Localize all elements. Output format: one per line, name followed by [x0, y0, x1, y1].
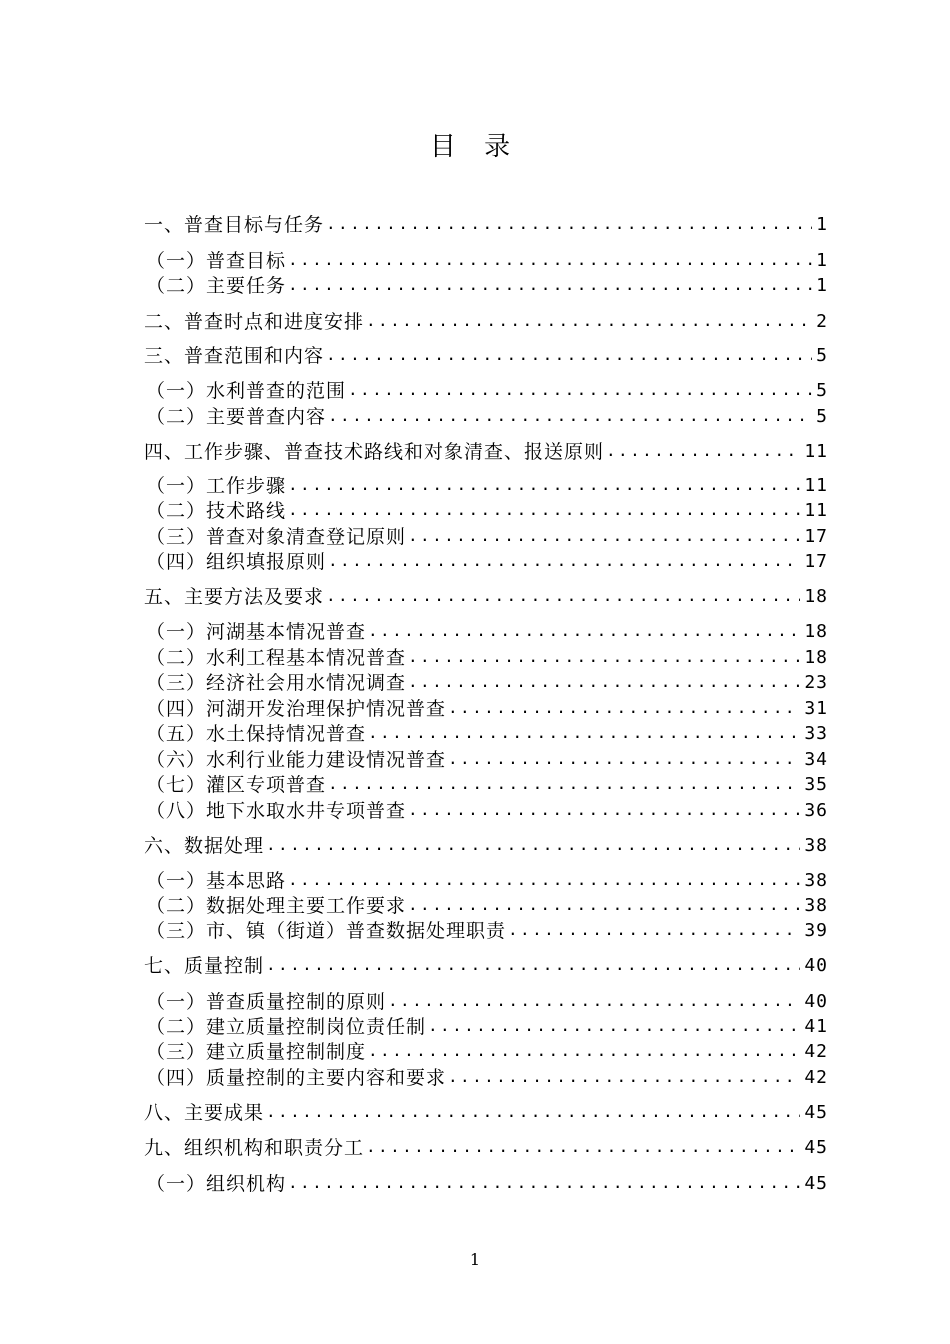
toc-entry-label: （一）普查目标 [146, 250, 287, 272]
toc-entry[interactable] [144, 212, 828, 238]
dot-leader [388, 989, 800, 1015]
dot-leader [266, 1100, 800, 1126]
dot-leader [368, 721, 800, 747]
toc-entry-page: 11 [804, 441, 828, 462]
toc-entry-label: （三）普查对象清查登记原则 [146, 526, 407, 548]
toc-entry-page: 18 [804, 647, 828, 668]
dot-leader [368, 1039, 800, 1065]
toc-entry-label: （七）灌区专项普查 [146, 774, 327, 796]
toc-entry[interactable] [144, 833, 828, 859]
toc-entry-label: （二）技术路线 [146, 500, 287, 522]
toc-entry[interactable] [146, 378, 828, 404]
toc-entry-page: 42 [804, 1067, 828, 1088]
toc-entry-label: （二）水利工程基本情况普查 [146, 647, 407, 669]
toc-entry[interactable] [146, 893, 828, 919]
toc-entry-label: （一）工作步骤 [146, 475, 287, 497]
dot-leader [266, 833, 800, 859]
toc-entry[interactable] [146, 1014, 828, 1040]
dot-leader [288, 1171, 800, 1197]
dot-leader [326, 212, 812, 238]
toc-entry-page: 36 [804, 800, 828, 821]
toc-entry-page: 38 [804, 835, 828, 856]
toc-entry[interactable] [144, 1135, 828, 1161]
toc-entry-label: （三）建立质量控制制度 [146, 1041, 367, 1063]
dot-leader [288, 248, 812, 274]
dot-leader [408, 670, 800, 696]
dot-leader [328, 404, 812, 430]
toc-entry[interactable] [146, 619, 828, 645]
toc-entry-label: （五）水土保持情况普查 [146, 723, 367, 745]
toc-entry-page: 33 [804, 723, 828, 744]
toc-entry[interactable] [144, 584, 828, 610]
toc-entry[interactable] [146, 989, 828, 1015]
toc-entry-label: （六）水利行业能力建设情况普查 [146, 749, 447, 771]
dot-leader [328, 549, 800, 575]
toc-entry-label: （二）建立质量控制岗位责任制 [146, 1016, 427, 1038]
toc-entry-page: 1 [816, 214, 828, 235]
toc-entry[interactable] [146, 473, 828, 499]
toc-entry[interactable] [146, 645, 828, 671]
toc-entry[interactable] [144, 343, 828, 369]
dot-leader [408, 645, 800, 671]
toc-entry-label: （一）河湖基本情况普查 [146, 621, 367, 643]
toc-entry-label: （八）地下水取水井专项普查 [146, 800, 407, 822]
dot-leader [366, 309, 812, 335]
toc-entry[interactable] [146, 1065, 828, 1091]
toc-entry-label: （二）主要普查内容 [146, 406, 327, 428]
dot-leader [366, 1135, 800, 1161]
toc-entry-page: 1 [816, 275, 828, 296]
toc-entry-page: 41 [804, 1016, 828, 1037]
toc-entry-page: 40 [804, 955, 828, 976]
toc-entry-page: 18 [804, 621, 828, 642]
toc-entry-page: 2 [816, 311, 828, 332]
dot-leader [408, 893, 800, 919]
toc-entry-label: （四）河湖开发治理保护情况普查 [146, 698, 447, 720]
dot-leader [448, 1065, 800, 1091]
toc-entry-page: 5 [816, 380, 828, 401]
dot-leader [328, 772, 800, 798]
toc-entry[interactable] [144, 953, 828, 979]
toc-entry-page: 23 [804, 672, 828, 693]
toc-entry[interactable] [144, 309, 828, 335]
toc-entry[interactable] [146, 1039, 828, 1065]
toc-entry[interactable] [146, 273, 828, 299]
toc-entry-label: （一）组织机构 [146, 1173, 287, 1195]
toc-entry-page: 11 [804, 475, 828, 496]
toc-entry-label: （三）经济社会用水情况调查 [146, 672, 407, 694]
toc-entry-page: 34 [804, 749, 828, 770]
toc-entry[interactable] [146, 696, 828, 722]
toc-entry-label: （一）水利普查的范围 [146, 380, 347, 402]
dot-leader [408, 798, 800, 824]
toc-entry-label: 九、组织机构和职责分工 [144, 1137, 365, 1159]
toc-entry[interactable] [146, 404, 828, 430]
toc-entry[interactable] [146, 248, 828, 274]
toc-entry[interactable] [146, 524, 828, 550]
toc-entry[interactable] [146, 868, 828, 894]
toc-entry-label: （二）主要任务 [146, 275, 287, 297]
toc-entry-page: 5 [816, 406, 828, 427]
toc-entry-page: 1 [816, 250, 828, 271]
toc-entry[interactable] [146, 798, 828, 824]
toc-entry-label: （一）基本思路 [146, 870, 287, 892]
toc-entry-page: 17 [804, 526, 828, 547]
toc-entry-page: 38 [804, 895, 828, 916]
toc-entry[interactable] [144, 439, 828, 465]
toc-entry-page: 17 [804, 551, 828, 572]
dot-leader [348, 378, 812, 404]
toc-entry-label: （四）质量控制的主要内容和要求 [146, 1067, 447, 1089]
dot-leader [368, 619, 800, 645]
toc-entry-page: 40 [804, 991, 828, 1012]
toc-entry-page: 11 [804, 500, 828, 521]
toc-entry[interactable] [146, 549, 828, 575]
toc-entry-label: （三）市、镇（街道）普查数据处理职责 [146, 920, 507, 942]
toc-entry-label: （二）数据处理主要工作要求 [146, 895, 407, 917]
toc-entry[interactable] [146, 918, 828, 944]
toc-entry-page: 39 [804, 920, 828, 941]
dot-leader [266, 953, 800, 979]
toc-entry-label: 七、质量控制 [144, 955, 265, 977]
toc-entry-page: 45 [804, 1173, 828, 1194]
toc-entry-page: 38 [804, 870, 828, 891]
dot-leader [448, 747, 800, 773]
toc-entry[interactable] [146, 498, 828, 524]
toc-entry-page: 45 [804, 1102, 828, 1123]
dot-leader [428, 1014, 800, 1040]
dot-leader [288, 473, 800, 499]
page-title: 目 录 [429, 132, 521, 162]
toc-entry-label: 二、普查时点和进度安排 [144, 311, 365, 333]
dot-leader [288, 868, 800, 894]
toc-entry[interactable] [144, 1100, 828, 1126]
toc-entry-page: 18 [804, 586, 828, 607]
dot-leader [448, 696, 800, 722]
toc-entry-label: 八、主要成果 [144, 1102, 265, 1124]
dot-leader [408, 524, 800, 550]
toc-entry[interactable] [146, 747, 828, 773]
toc-entry[interactable] [146, 1171, 828, 1197]
dot-leader [326, 584, 800, 610]
toc-entry-page: 42 [804, 1041, 828, 1062]
toc-entry-label: 六、数据处理 [144, 835, 265, 857]
toc-entry-label: 三、普查范围和内容 [144, 345, 325, 367]
toc-entry-page: 31 [804, 698, 828, 719]
toc-entry-page: 35 [804, 774, 828, 795]
dot-leader [288, 273, 812, 299]
toc-entry[interactable] [146, 721, 828, 747]
toc-entry[interactable] [146, 772, 828, 798]
dot-leader [326, 343, 812, 369]
dot-leader [508, 918, 800, 944]
toc-entry-label: 四、工作步骤、普查技术路线和对象清查、报送原则 [144, 441, 605, 463]
toc-entry-label: 五、主要方法及要求 [144, 586, 325, 608]
dot-leader [606, 439, 800, 465]
page-number: 1 [469, 1250, 481, 1269]
toc-entry-label: （四）组织填报原则 [146, 551, 327, 573]
toc-entry[interactable] [146, 670, 828, 696]
toc-entry-page: 5 [816, 345, 828, 366]
toc-entry-page: 45 [804, 1137, 828, 1158]
toc-entry-label: （一）普查质量控制的原则 [146, 991, 387, 1013]
toc-entry-label: 一、普查目标与任务 [144, 214, 325, 236]
dot-leader [288, 498, 800, 524]
